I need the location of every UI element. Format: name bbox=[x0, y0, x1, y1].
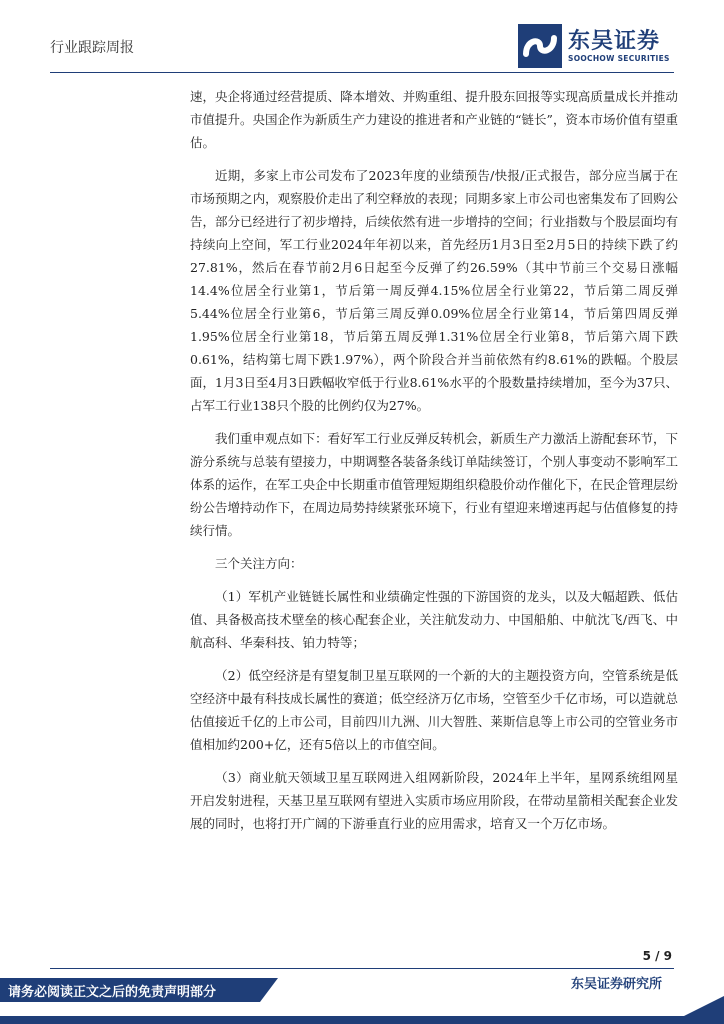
footer-corner-decoration bbox=[684, 996, 724, 1016]
paragraph-focus-3: （3）商业航天领域卫星互联网进入组网新阶段，2024年上半年，星网系统组网星开启发射进程，天基卫星互联网有望进入实质市场应用阶段，在带动星箭相关配套企业发展的同时，也将打开广阔的下游垂直行业的应用需求，培育又一个万亿市场。 bbox=[190, 770, 678, 831]
footer-organization: 东吴证券研究所 bbox=[570, 977, 662, 992]
paragraph-focus-1: （1）军机产业链链长属性和业绩确定性强的下游国资的龙头，以及大幅超跌、低估值、具备极高技术壁垒的核心配套企业，关注航发动力、中国船舶、中航沈飞/西飞、中航高科、华秦科技、铂力特等； bbox=[190, 589, 678, 650]
footer-divider bbox=[50, 968, 674, 969]
paragraph-recent-performance: 近期，多家上市公司发布了2023年度的业绩预告/快报/正式报告，部分应当属于在市场预期之内，观察股价走出了利空释放的表现；同期多家上市公司也密集发布了回购公告，部分已经进行了初步增持，后续依然有进一步增持的空间；行业指数与个股层面均有持续向上空间，军工行业2024年年初以来，首先经历1月3日至2月5日的持续下跌了约27.81%，然后在春节前2月6日起至今反弹了约26.59%（其中节前三个交易日涨幅14.4%位居全行业第1，节后第一周反弹4.15%位居全行业第22，节后第二周反弹5.44%位居全行业第6，节后第三周反弹0.09%位居全行业第14，节后第四周反弹1.95%位居全行业第18，节后第五周反弹1.31%位居全行业第8，节后第六周下跌0.61%，结构第七周下跌1.97%），两个阶段合并当前依然有约8.61%的跌幅。个股层面，1月3日至4月3日跌幅收窄低于行业8.61%水平的个股数量持续增加，至今为37只、占军工行业138只个股的比例约仅为27%。 bbox=[190, 168, 678, 413]
page-number: 5 / 9 bbox=[642, 949, 672, 963]
company-logo bbox=[518, 24, 678, 68]
disclaimer-bar bbox=[0, 978, 260, 1002]
logo-name-cn: 东吴证券 bbox=[568, 29, 661, 54]
logo-name-en: SOOCHOW SECURITIES bbox=[568, 54, 670, 63]
paragraph-focus-heading: 三个关注方向： bbox=[215, 556, 303, 571]
paragraph-continuation: 速，央企将通过经营提质、降本增效、并购重组、提升股东回报等实现高质量成长并推动市值提升。央国企作为新质生产力建设的推进者和产业链的“链长”，资本市场价值有望重估。 bbox=[190, 89, 678, 150]
disclaimer-notch bbox=[260, 978, 278, 1002]
report-type-title: 行业跟踪周报 bbox=[50, 40, 134, 56]
disclaimer-text: 请务必阅读正文之后的免责声明部分 bbox=[8, 985, 217, 1000]
header-divider bbox=[50, 72, 674, 73]
paragraph-focus-2: （2）低空经济是有望复制卫星互联网的一个新的大的主题投资方向，空管系统是低空经济中最有科技成长属性的赛道；低空经济万亿市场，空管至少千亿市场，可以造就总估值接近千亿的上市公司，目前四川九洲、川大智胜、莱斯信息等上市公司的空管业务市值相加约200+亿，还有5倍以上的市值空间。 bbox=[190, 668, 678, 752]
footer-strip bbox=[0, 1016, 724, 1024]
logo-icon bbox=[518, 24, 562, 68]
main-content bbox=[190, 85, 678, 845]
paragraph-core-view: 我们重申观点如下：看好军工行业反弹反转机会，新质生产力激活上游配套环节，下游分系统与总装有望接力，中期调整各装备条线订单陆续签订，个别人事变动不影响军工体系的运作，在军工央企中长期重市值管理短期组织稳股价动作催化下，在民企管理层纷纷公告增持动作下，在周边局势持续紧张环境下，行业有望迎来增速再起与估值修复的持续行情。 bbox=[190, 431, 678, 538]
